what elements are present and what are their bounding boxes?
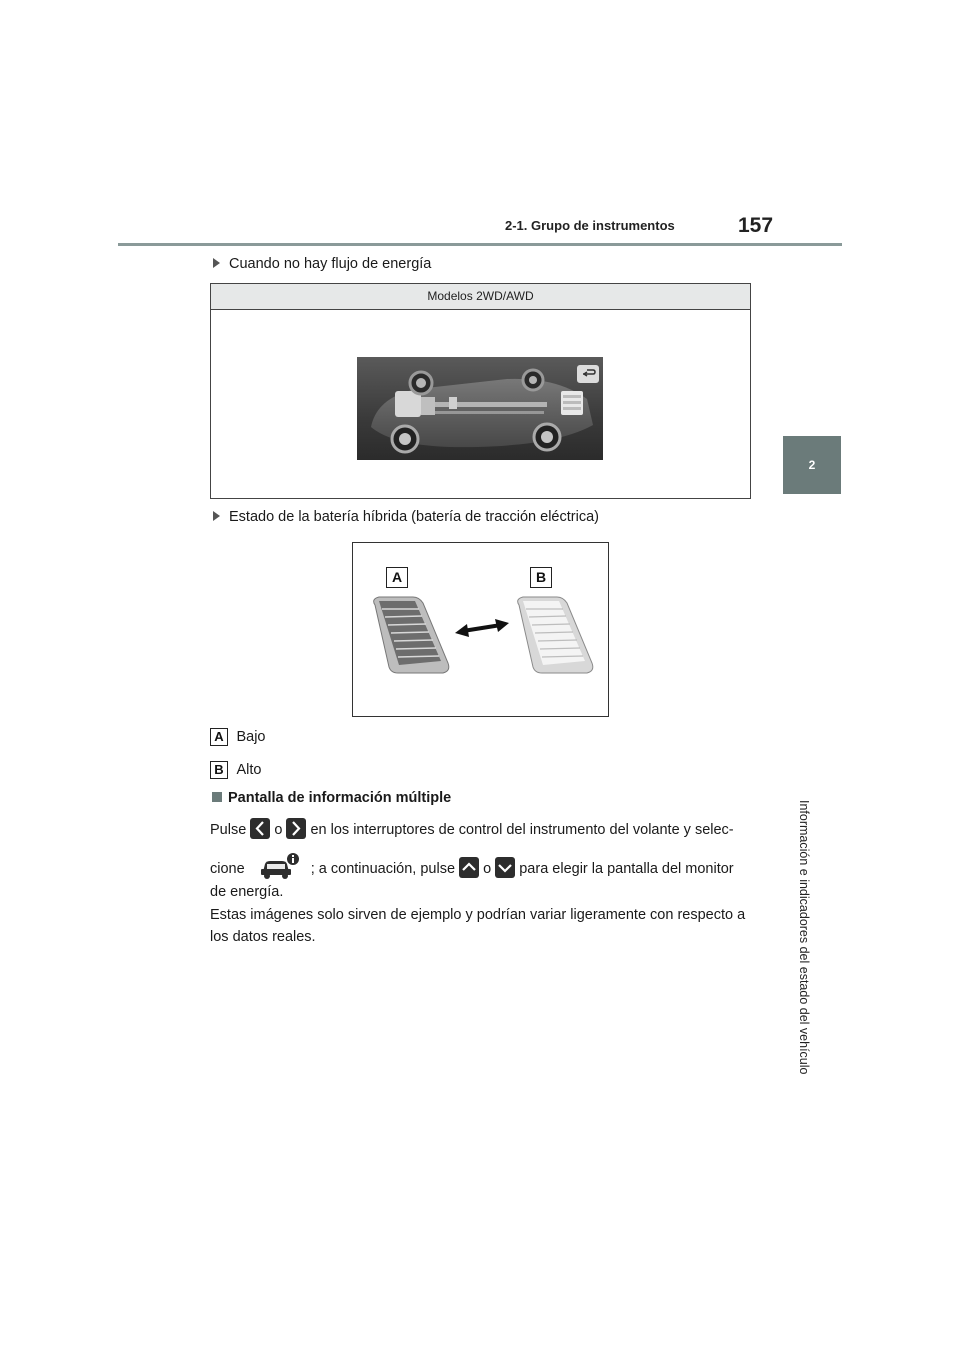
figure-box-header: Modelos 2WD/AWD: [211, 284, 750, 310]
energy-monitor-screen: [357, 357, 603, 460]
header-rule: [118, 243, 842, 246]
arrow-left-button-icon: [250, 818, 270, 839]
page-number: 157: [738, 214, 774, 237]
paragraph-line: [210, 818, 734, 841]
disclaimer-paragraph: Estas imágenes solo sirven de ejemplo y podrían variar ligeramente con respecto a los datos reales.: [210, 907, 746, 945]
text-run: en los interruptores de control del instrumento del volante y selec-: [310, 822, 734, 838]
bullet-battery-state: [213, 509, 599, 525]
battery-high-icon: [518, 597, 593, 673]
text-run: ; a continuación, pulse: [310, 861, 456, 877]
text-run: Pulse: [210, 822, 247, 838]
arrow-down-button-icon: [495, 857, 515, 878]
bullet-no-energy-flow: [213, 256, 431, 272]
legend-text: Alto: [236, 762, 262, 778]
vehicle-info-icon: [257, 852, 307, 878]
bullet-text: Cuando no hay flujo de energía: [229, 256, 432, 272]
bullet-text: Estado de la batería híbrida (batería de tracción eléctrica): [229, 509, 599, 525]
arrow-right-button-icon: [286, 818, 306, 839]
section-heading-text: Pantalla de información múltiple: [228, 790, 452, 806]
double-arrow-icon: [455, 619, 509, 637]
text-run: cione: [210, 861, 245, 877]
battery-state-figure: [352, 542, 609, 717]
battery-low-icon: [374, 597, 449, 673]
arrow-up-button-icon: [459, 857, 479, 878]
chapter-number: 2: [808, 458, 816, 472]
triangle-bullet-icon: [213, 511, 220, 521]
text-run: o: [274, 822, 283, 838]
label-a: A: [386, 567, 408, 588]
paragraph-line: [210, 852, 734, 880]
legend-key: A: [210, 728, 228, 746]
section-heading: [212, 790, 451, 806]
triangle-bullet-icon: [213, 258, 220, 268]
square-bullet-icon: [212, 792, 222, 802]
chapter-label: Información e indicadores del estado del vehículo: [797, 800, 811, 1075]
legend-text: Bajo: [236, 729, 266, 745]
legend-key: B: [210, 761, 228, 779]
legend-item-b: [210, 759, 261, 781]
car-drivetrain-illustration: [357, 357, 603, 460]
paragraph-line: de energía.: [210, 884, 284, 900]
text-run: o: [483, 861, 492, 877]
label-b: B: [530, 567, 552, 588]
section-title: 2-1. Grupo de instrumentos: [505, 218, 675, 233]
text-run: para elegir la pantalla del monitor: [519, 861, 734, 877]
legend-item-a: [210, 726, 265, 748]
battery-level-illustration: [353, 543, 608, 716]
